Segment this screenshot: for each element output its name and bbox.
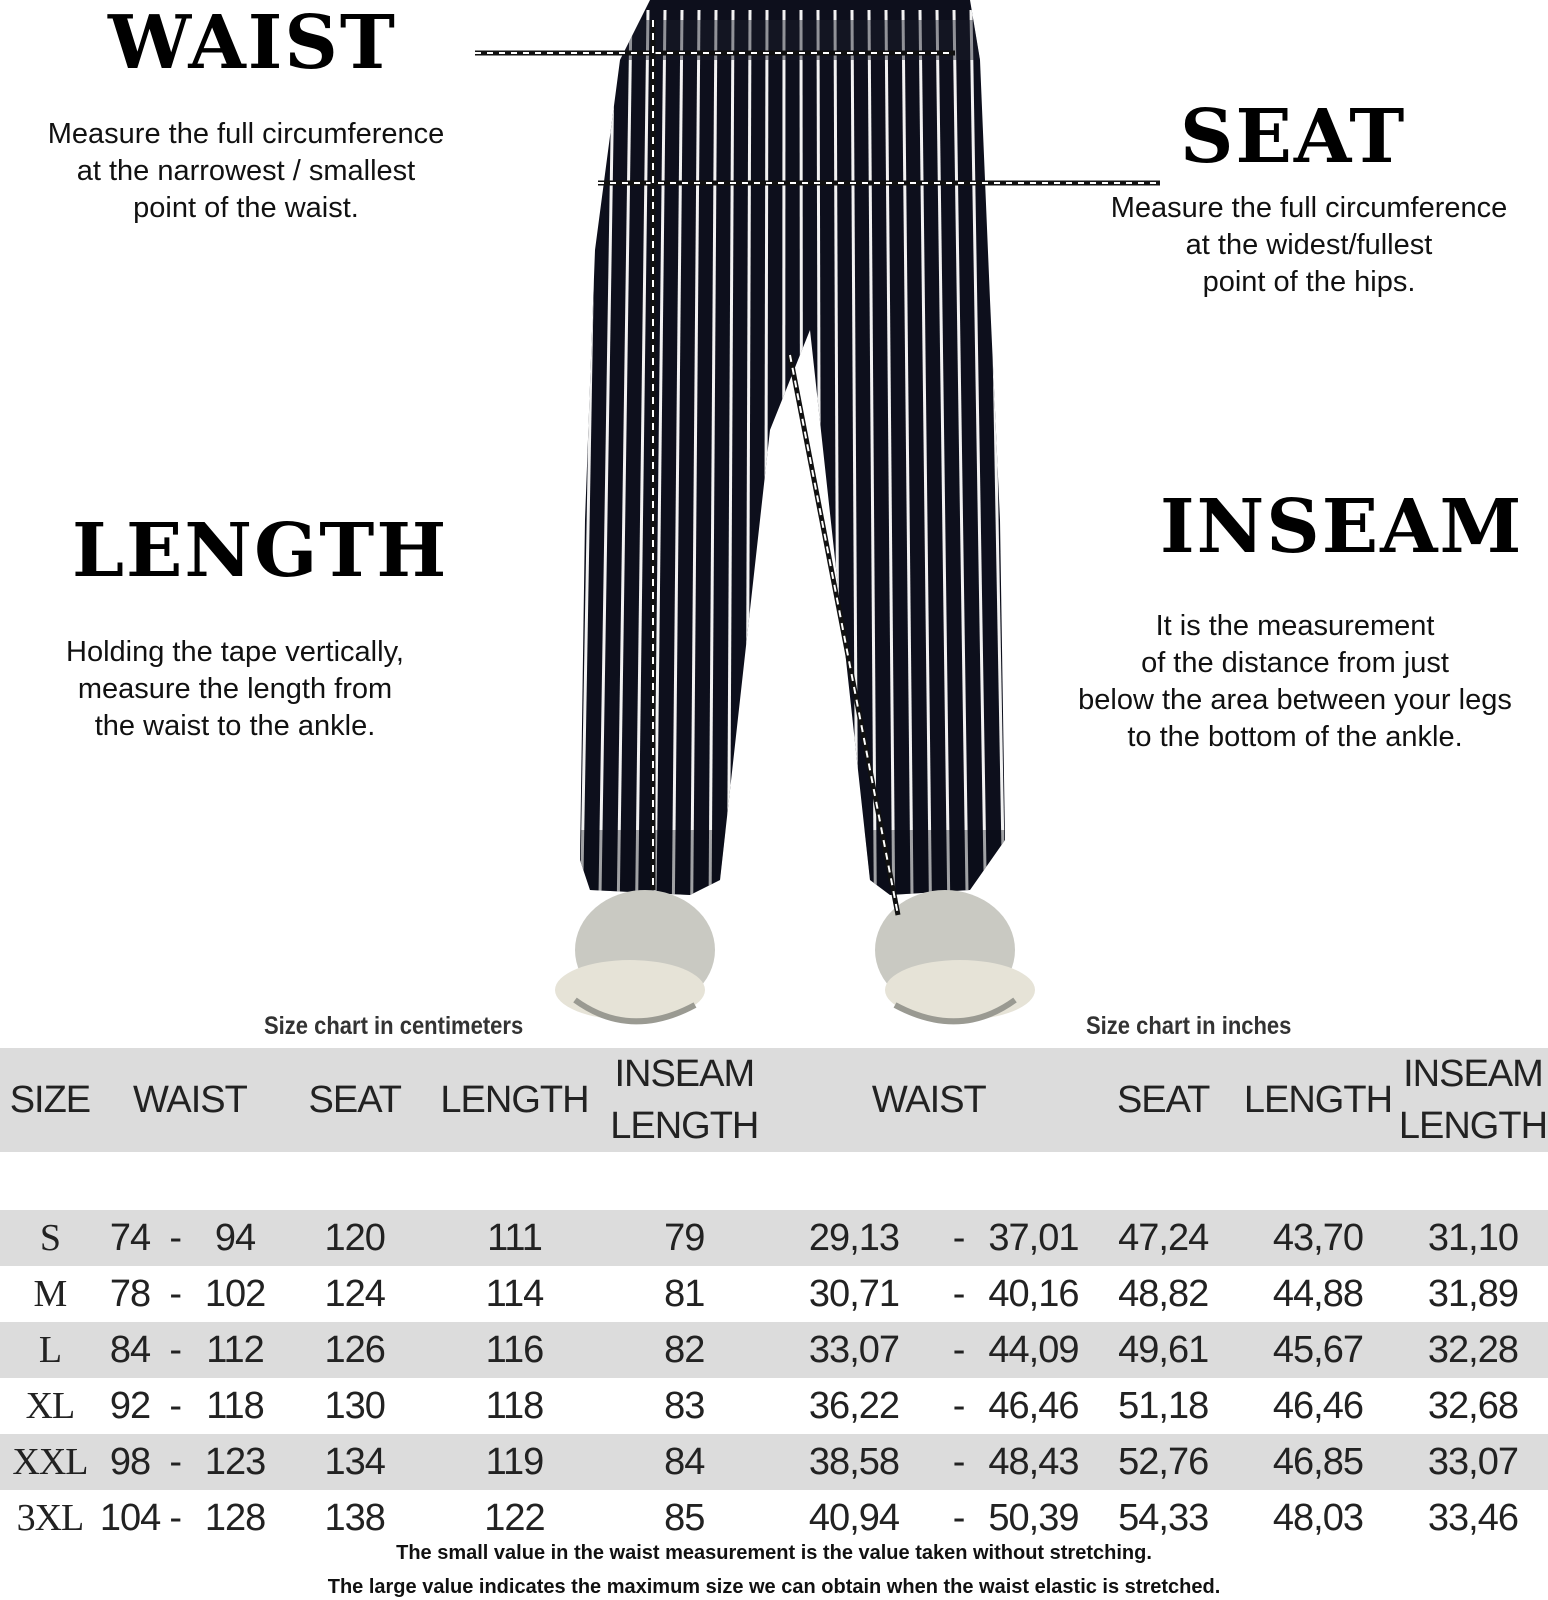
cell-seat-cm: 134 (280, 1434, 430, 1490)
header-inseam-cm (599, 1048, 769, 1152)
cell-waist-min-in: 36,22 (808, 1384, 900, 1427)
table-row (0, 1434, 1548, 1490)
cell-inseam-in: 33,46 (1427, 1496, 1518, 1539)
pants-body (563, 0, 1022, 900)
cell-waist-min-in: 30,71 (808, 1272, 900, 1315)
cell-inseam-in: 32,68 (1427, 1384, 1518, 1427)
range-separator: - (160, 1434, 190, 1490)
cell-inseam-in: 33,07 (1398, 1434, 1548, 1490)
pinstripe (563, 10, 580, 900)
cell-waist-max-in: 48,43 (979, 1434, 1089, 1490)
header-length-cm: LENGTH (430, 1048, 600, 1152)
range-separator: - (169, 1384, 182, 1427)
pinstripe (1005, 10, 1022, 900)
cell-inseam-cm: 83 (664, 1384, 705, 1427)
cell-waist-min-cm: 104 (99, 1496, 161, 1539)
waist-description (6, 116, 486, 227)
cell-length-cm: 118 (485, 1384, 544, 1427)
cell-waist-min-cm: 98 (100, 1434, 160, 1490)
range-separator: - (939, 1210, 979, 1266)
cell-seat-cm: 126 (280, 1322, 430, 1378)
cell-length-cm: 114 (485, 1272, 544, 1315)
table-header-row (0, 1048, 1548, 1152)
cell-inseam-in: 31,10 (1398, 1210, 1548, 1266)
cell-seat-in: 47,24 (1088, 1210, 1238, 1266)
cell-inseam-in: 32,28 (1398, 1322, 1548, 1378)
cell-length-in: 44,88 (1272, 1272, 1363, 1315)
cell-waist-min-cm: 84 (100, 1322, 160, 1378)
cell-waist-min-in: 40,94 (808, 1496, 900, 1539)
cell-seat-cm: 130 (324, 1384, 385, 1427)
header-inseam-in (1398, 1048, 1548, 1152)
inseam-desc-line: to the bottom of the ankle. (1127, 721, 1463, 753)
cell-waist-max-in: 37,01 (979, 1210, 1089, 1266)
cell-waist-max-cm: 128 (204, 1496, 266, 1539)
header-inseam-cm-line2: LENGTH (610, 1105, 759, 1147)
header-seat-cm: SEAT (280, 1048, 430, 1152)
inseam-desc-line: below the area between your legs (1078, 684, 1512, 716)
cell-waist-min-in: 38,58 (769, 1434, 938, 1490)
range-separator: - (169, 1272, 182, 1315)
inseam-heading: INSEAM (1160, 484, 1524, 570)
cell-seat-cm: 120 (280, 1210, 430, 1266)
header-inseam-cm-line1: INSEAM (614, 1053, 755, 1095)
cell-waist-max-in: 46,46 (988, 1384, 1079, 1427)
table-row (0, 1378, 1548, 1434)
footnote-small-value: The small value in the waist measurement is the value taken without stretching. (396, 1542, 1152, 1564)
cell-seat-cm: 138 (324, 1496, 385, 1539)
cell-seat-in: 54,33 (1118, 1496, 1209, 1539)
cell-waist-min-cm: 74 (100, 1210, 160, 1266)
cell-seat-in: 48,82 (1118, 1272, 1209, 1315)
cell-waist-max-cm: 123 (190, 1434, 280, 1490)
cell-waist-min-in: 29,13 (769, 1210, 938, 1266)
table-row (0, 1210, 1548, 1266)
left-shoe (555, 890, 715, 1021)
length-desc-line: measure the length from (77, 673, 393, 705)
inseam-desc-line: It is the measurement (1155, 610, 1435, 642)
range-separator: - (939, 1434, 979, 1490)
cell-inseam-cm: 84 (599, 1434, 769, 1490)
waist-heading: WAIST (108, 0, 397, 86)
cell-size: S (0, 1210, 100, 1266)
cell-size: XXL (0, 1434, 100, 1490)
cell-waist-max-in: 50,39 (988, 1496, 1079, 1539)
pants-figure (470, 0, 1170, 1040)
header-seat-in: SEAT (1088, 1048, 1238, 1152)
header-inseam-in-line2: LENGTH (1398, 1105, 1548, 1147)
cell-waist-max-cm: 112 (190, 1322, 280, 1378)
caption-centimeters: Size chart in centimeters (264, 1012, 524, 1040)
cell-size: M (33, 1273, 67, 1315)
header-waist-in: WAIST (769, 1048, 1088, 1152)
header-inseam-in-line1: INSEAM (1403, 1053, 1543, 1095)
cell-waist-max-in: 44,09 (979, 1322, 1089, 1378)
cell-waist-min-in: 33,07 (769, 1322, 938, 1378)
pinstripe (765, 10, 767, 900)
length-description (0, 634, 470, 745)
table-row (0, 1266, 1548, 1322)
cell-size: XL (25, 1385, 75, 1427)
cell-waist-max-in: 40,16 (988, 1272, 1079, 1315)
cell-waist-max-cm: 102 (204, 1272, 266, 1315)
seat-desc-line: at the widest/fullest (1185, 229, 1433, 261)
waist-desc-line: point of the waist. (133, 192, 359, 224)
header-size: SIZE (0, 1048, 100, 1152)
seat-desc-line: Measure the full circumference (1110, 192, 1508, 224)
waist-desc-line: at the narrowest / smallest (76, 155, 416, 187)
cell-inseam-cm: 79 (599, 1210, 769, 1266)
cell-seat-in: 49,61 (1088, 1322, 1238, 1378)
range-separator: - (939, 1322, 979, 1378)
range-separator: - (952, 1384, 965, 1427)
cell-length-cm: 119 (430, 1434, 600, 1490)
seat-desc-line: point of the hips. (1202, 266, 1416, 298)
caption-inches: Size chart in inches (1086, 1012, 1292, 1040)
seat-heading: SEAT (1180, 94, 1407, 180)
cell-length-cm: 116 (430, 1322, 600, 1378)
header-length-in: LENGTH (1238, 1048, 1398, 1152)
cell-length-in: 46,46 (1272, 1384, 1363, 1427)
cell-length-cm: 122 (484, 1496, 545, 1539)
cell-length-cm: 111 (430, 1210, 600, 1266)
table-row (0, 1490, 1548, 1546)
cell-waist-max-cm: 118 (206, 1384, 264, 1427)
range-separator: - (169, 1496, 182, 1539)
table-row (0, 1322, 1548, 1378)
range-separator: - (160, 1322, 190, 1378)
cell-waist-max-cm: 94 (190, 1210, 280, 1266)
cell-length-in: 48,03 (1272, 1496, 1363, 1539)
range-separator: - (952, 1272, 965, 1315)
cell-length-in: 43,70 (1238, 1210, 1398, 1266)
length-desc-line: the waist to the ankle. (94, 710, 376, 742)
length-desc-line: Holding the tape vertically, (66, 636, 404, 668)
size-chart-table (0, 1048, 1548, 1546)
pinstripe (801, 10, 802, 900)
range-separator: - (952, 1496, 965, 1539)
cell-waist-min-cm: 92 (109, 1384, 151, 1427)
cell-length-in: 45,67 (1238, 1322, 1398, 1378)
cell-inseam-cm: 82 (599, 1322, 769, 1378)
cell-waist-min-cm: 78 (109, 1272, 151, 1315)
cell-seat-in: 52,76 (1088, 1434, 1238, 1490)
header-waist-cm: WAIST (100, 1048, 280, 1152)
cell-inseam-cm: 85 (664, 1496, 705, 1539)
cell-seat-in: 51,18 (1118, 1384, 1209, 1427)
length-heading: LENGTH (72, 508, 449, 594)
cell-seat-cm: 124 (324, 1272, 385, 1315)
cell-length-in: 46,85 (1238, 1434, 1398, 1490)
range-separator: - (160, 1210, 190, 1266)
waist-desc-line: Measure the full circumference (47, 118, 445, 150)
inseam-desc-line: of the distance from just (1141, 647, 1449, 679)
cell-inseam-cm: 81 (664, 1272, 705, 1315)
cell-size: L (0, 1322, 100, 1378)
cell-size: 3XL (16, 1497, 84, 1539)
cell-inseam-in: 31,89 (1427, 1272, 1518, 1315)
table-spacer-row (0, 1152, 1548, 1210)
footnote-large-value: The large value indicates the maximum size we can obtain when the waist elastic is stretched. (327, 1576, 1221, 1598)
